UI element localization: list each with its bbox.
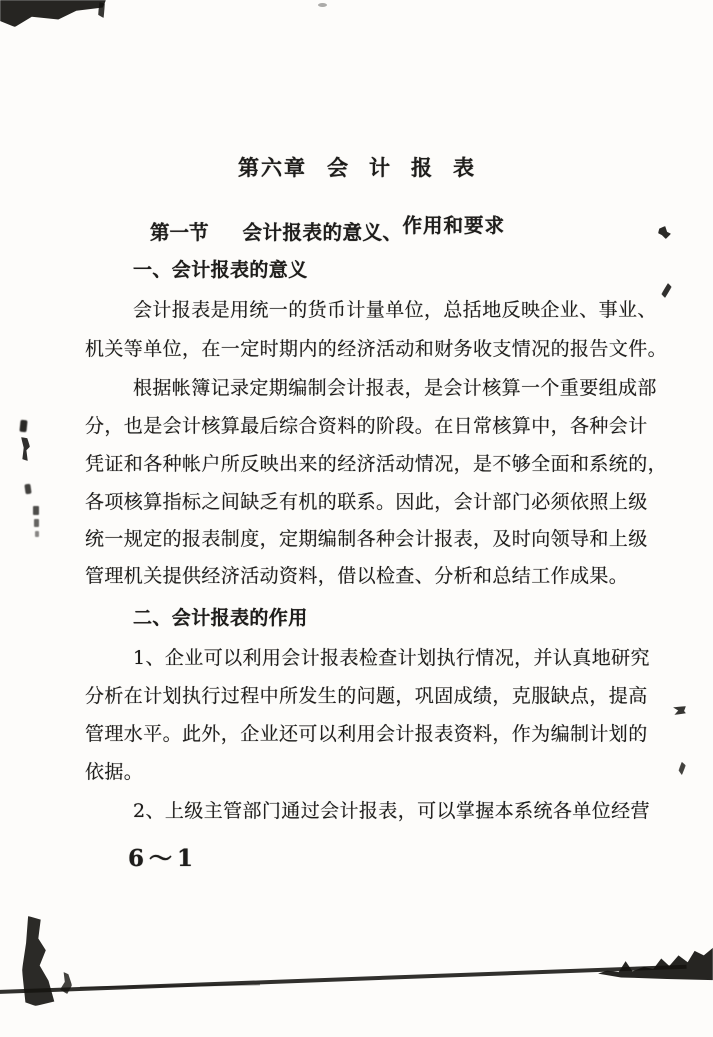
text-line: 依据。: [85, 761, 144, 783]
text-line: 管理水平。此外，企业还可以利用会计报表资料，作为编制计划的: [85, 723, 648, 745]
scan-mark-left-edge: [35, 531, 39, 537]
text-line: 根据帐簿记录定期编制会计报表，是会计核算一个重要组成部: [133, 377, 657, 399]
section-title-raised: 作用和要求: [402, 214, 506, 237]
text-line: 凭证和各种帐户所反映出来的经济活动情况，是不够全面和系统的，: [85, 453, 668, 475]
text-line: 2、上级主管部门通过会计报表，可以掌握本系统各单位经营: [133, 800, 650, 822]
scan-smudge-top-left: [0, 0, 106, 27]
scan-mark-left-edge: [21, 437, 30, 461]
section-heading: [150, 214, 506, 245]
page-number: 6～1: [128, 845, 199, 872]
section-label: 第一节: [150, 221, 209, 244]
scan-shadow-bottom-right: [598, 944, 713, 982]
text-line: 分，也是会计核算最后综合资料的阶段。在日常核算中，各种会计: [85, 415, 648, 437]
chapter-title-text: 会 计 报 表: [327, 155, 474, 180]
text-line: 1、企业可以利用会计报表检查计划执行情况，并认真地研究: [133, 647, 650, 669]
chapter-label: 第六章: [238, 155, 307, 180]
text-line: 机关等单位，在一定时期内的经济活动和财务收支情况的报告文件。: [85, 338, 668, 360]
section-title-main: 会计报表的意义、: [242, 221, 403, 244]
text-line: 会计报表是用统一的货币计量单位，总括地反映企业、事业、: [133, 299, 657, 321]
scan-speck-top-edge: [318, 3, 327, 7]
subheading-1: 一、会计报表的意义: [133, 259, 308, 281]
scan-mark-left-edge: [24, 484, 31, 495]
subheading-2: 二、会计报表的作用: [133, 607, 308, 629]
text-line: 管理机关提供经济活动资料，借以检查、分析和总结工作成果。: [85, 565, 629, 587]
text-line: 各项核算指标之间缺乏有机的联系。因此，会计部门必须依照上级: [85, 491, 648, 513]
text-line: 统一规定的报表制度，定期编制各种会计报表，及时向领导和上级: [85, 528, 648, 550]
scan-smudge-bottom-left: [22, 916, 56, 1006]
scan-mark-right-edge: [660, 282, 672, 299]
scan-mark-right-edge: [678, 761, 687, 775]
scan-mark-left-edge: [19, 420, 27, 433]
scan-mark-left-edge: [33, 506, 39, 515]
scan-mark-right-edge: [658, 226, 671, 239]
text-line: 分析在计划执行过程中所发生的问题，巩固成绩，克服缺点，提高: [85, 685, 648, 707]
scan-mark-left-edge: [34, 519, 39, 527]
scan-page-edge-line: [0, 965, 687, 994]
chapter-heading: [238, 152, 474, 182]
scan-mark-right-edge: [673, 706, 686, 715]
